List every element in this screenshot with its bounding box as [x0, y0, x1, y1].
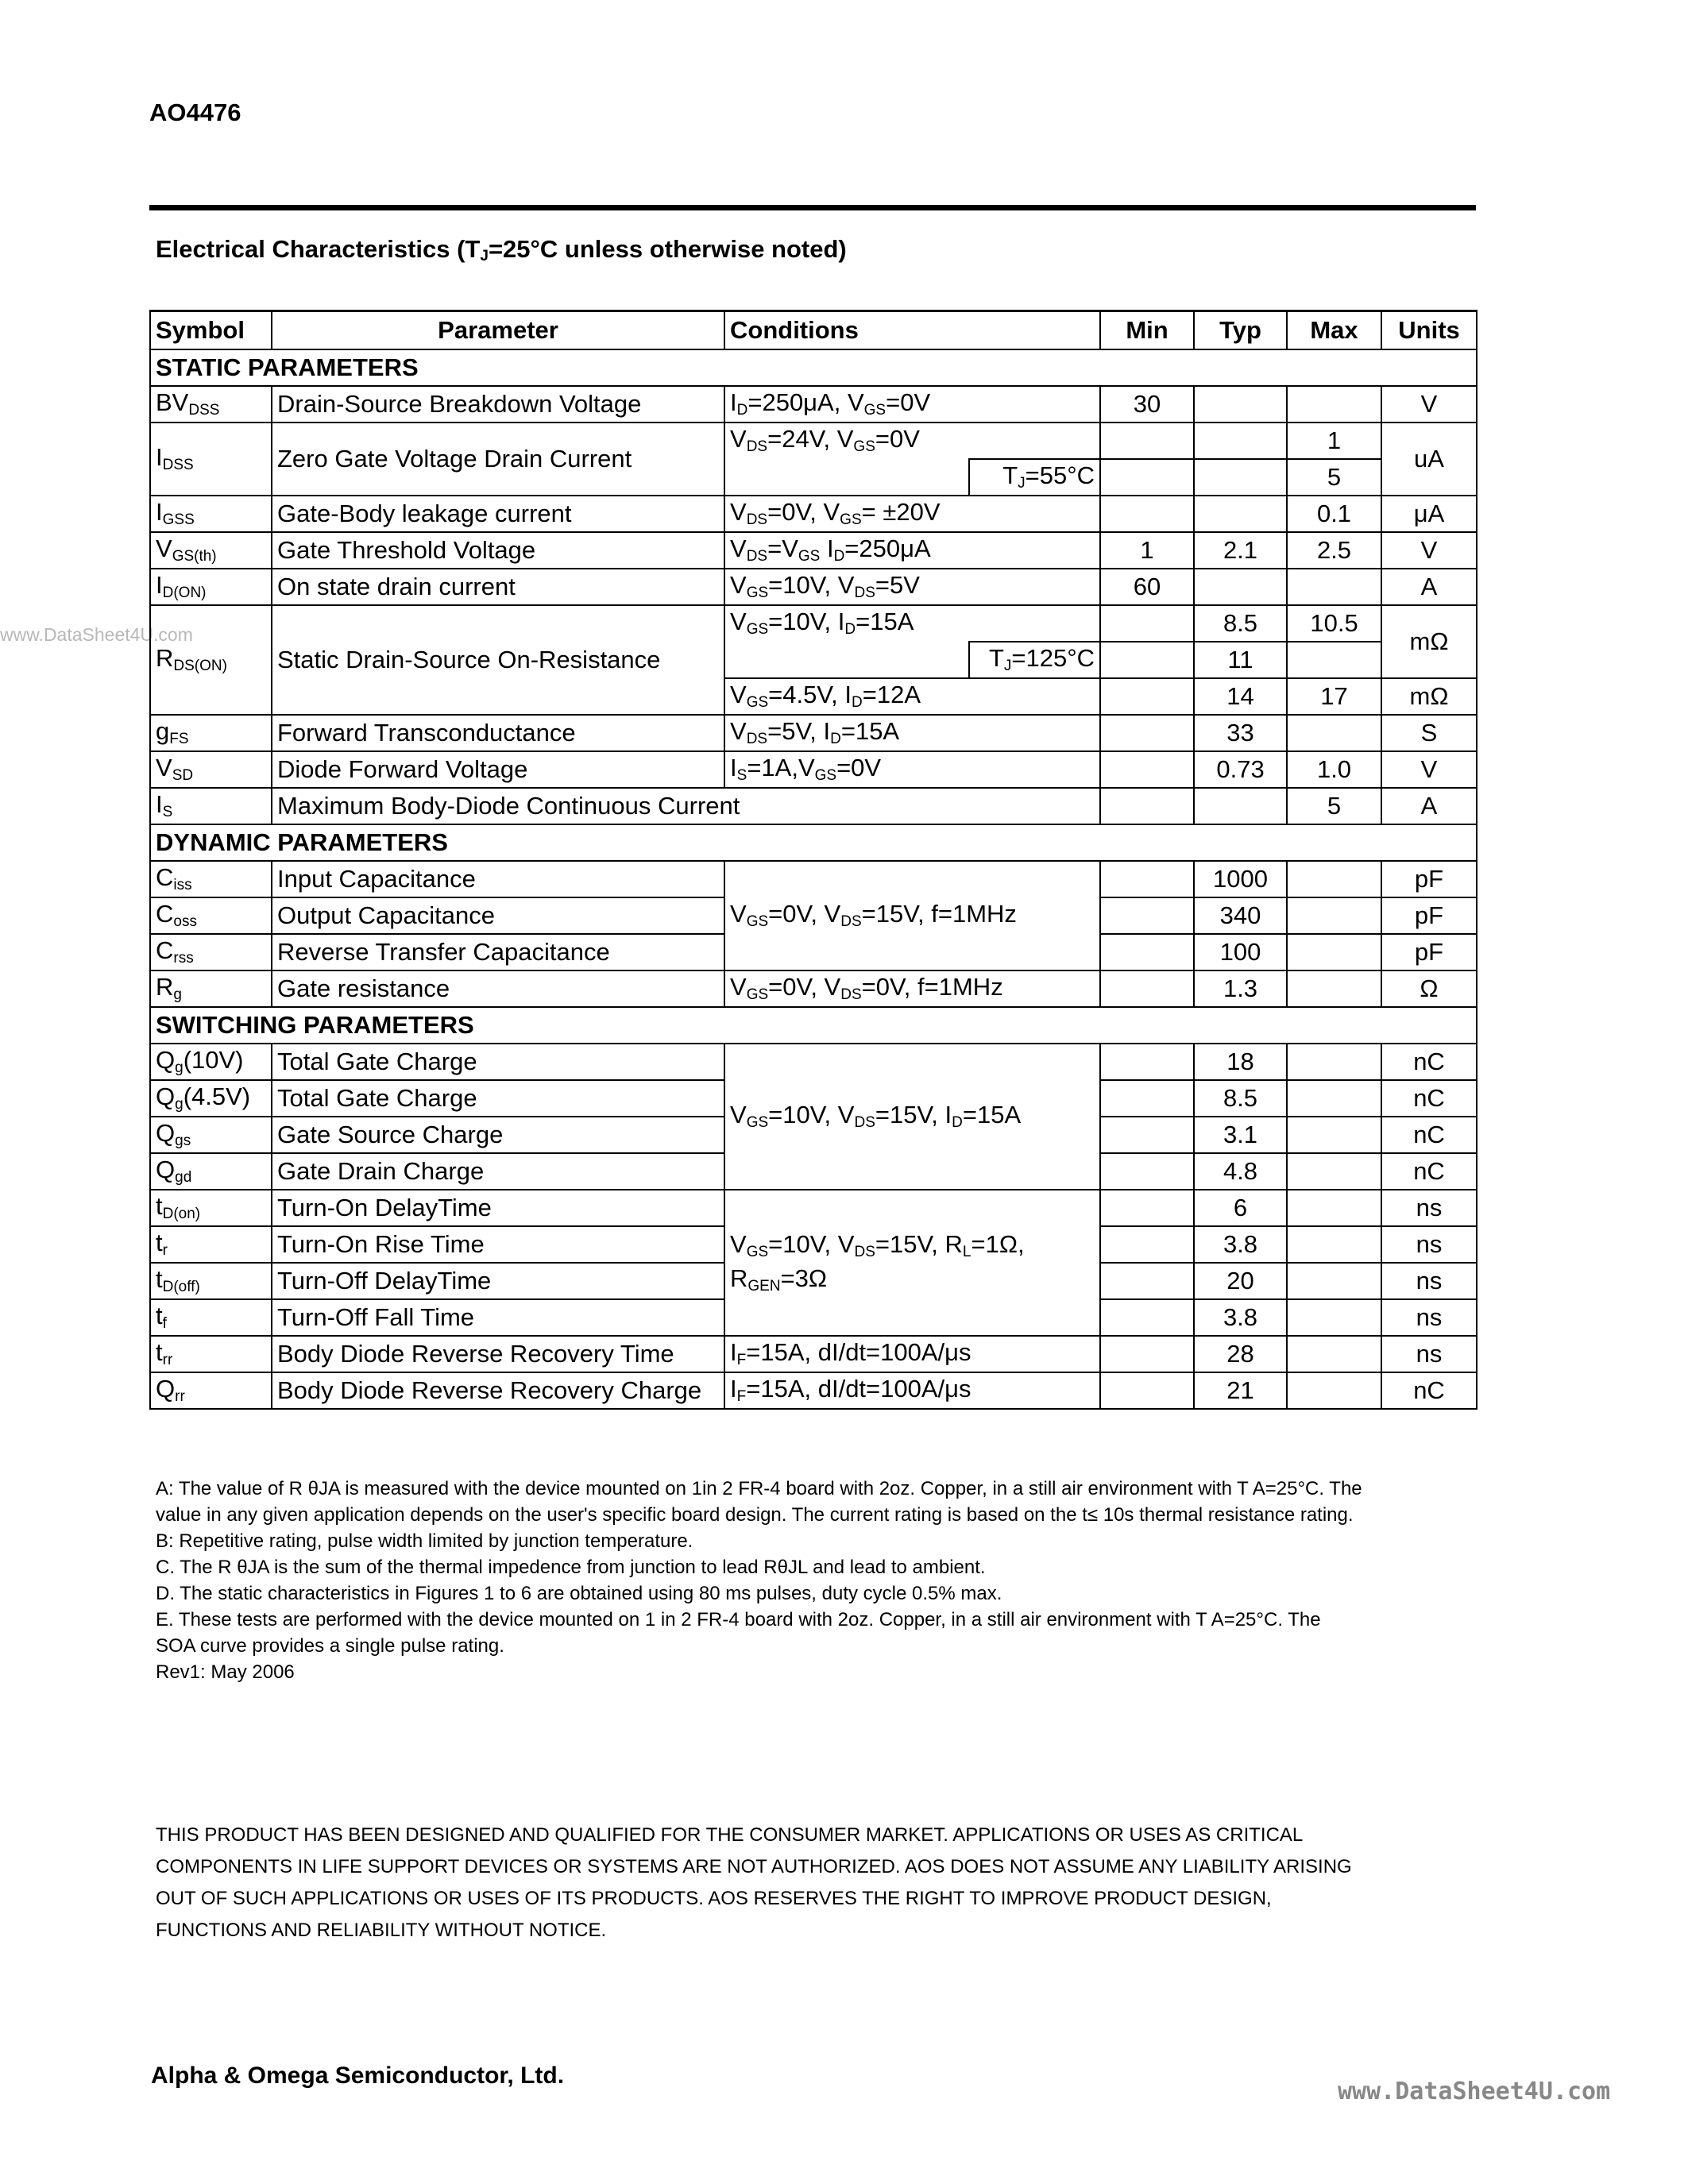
parameter: Diode Forward Voltage	[272, 751, 724, 788]
min	[1100, 1336, 1194, 1372]
max	[1287, 1190, 1381, 1226]
symbol: $R_g$	[150, 970, 272, 1007]
units: ns	[1381, 1226, 1477, 1263]
col-min: Min	[1100, 311, 1194, 350]
footnote-line: E. These tests are performed with the device mounted on 1 in 2 FR-4 board with 2oz. Copper, in a still air environment with T A=25°C. The	[156, 1609, 1321, 1630]
max: 1	[1287, 423, 1381, 459]
parameter: Maximum Body-Diode Continuous Current	[272, 788, 1100, 824]
footnote-line: C. The R θJA is the sum of the thermal impedence from junction to lead RθJL and lead to ambient.	[156, 1557, 986, 1578]
units: V	[1381, 532, 1477, 569]
min	[1100, 1299, 1194, 1336]
revision: Rev1: May 2006	[156, 1661, 295, 1683]
conditions: $V_{DS}=0V$, $V_{GS}= \pm 20V$	[724, 496, 1100, 532]
col-symbol: Symbol	[150, 311, 272, 350]
typ: 20	[1194, 1263, 1287, 1299]
symbol: $BV_{DSS}$	[150, 386, 272, 423]
symbol: $t_{D(off)}$	[150, 1263, 272, 1299]
table-row	[150, 788, 1477, 824]
max	[1287, 934, 1381, 970]
typ: 33	[1194, 715, 1287, 751]
parameter: Turn-On Rise Time	[272, 1226, 724, 1263]
company-name: Alpha & Omega Semiconductor, Ltd.	[151, 2062, 565, 2089]
symbol: $C_{iss}$	[150, 861, 272, 897]
table-row	[150, 1190, 1477, 1226]
conditions: $I_F=15A$, dI/dt=100A/μs	[724, 1336, 1100, 1372]
table-row	[150, 386, 1477, 423]
symbol: $Q_{gs}$	[150, 1117, 272, 1153]
conditions-tj: $T_J=55^\circ C$	[969, 459, 1100, 496]
conditions: $V_{GS}=10V$, $V_{DS}=5V$	[724, 569, 1100, 605]
max	[1287, 1299, 1381, 1336]
min	[1100, 1117, 1194, 1153]
symbol: $I_{D(ON)}$	[150, 569, 272, 605]
typ	[1194, 386, 1287, 423]
units: μA	[1381, 496, 1477, 532]
parameter: Turn-Off DelayTime	[272, 1263, 724, 1299]
min	[1100, 1044, 1194, 1080]
symbol: $Q_g(10V)$	[150, 1044, 272, 1080]
typ: 11	[1194, 642, 1287, 678]
symbol: $I_{GSS}$	[150, 496, 272, 532]
typ: 3.1	[1194, 1117, 1287, 1153]
min	[1100, 751, 1194, 788]
max	[1287, 1336, 1381, 1372]
table-title: Electrical Characteristics ($T_J=25^\circ C$ unless otherwise noted)	[156, 235, 847, 264]
min	[1100, 642, 1194, 678]
typ	[1194, 788, 1287, 824]
conditions: $V_{GS}=10V$, $V_{DS}=15V$, $I_D=15A$	[724, 1044, 1100, 1190]
units: Ω	[1381, 970, 1477, 1007]
parameter: Total Gate Charge	[272, 1080, 724, 1117]
parameter: Reverse Transfer Capacitance	[272, 934, 724, 970]
min	[1100, 970, 1194, 1007]
min: 1	[1100, 532, 1194, 569]
min	[1100, 861, 1194, 897]
max	[1287, 386, 1381, 423]
footnote-line: A: The value of R θJA is measured with the device mounted on 1in 2 FR-4 board with 2oz. Copper, in a still air environment with T A=25°C. The	[156, 1478, 1362, 1499]
parameter: Gate Threshold Voltage	[272, 532, 724, 569]
symbol: $Q_g(4.5V)$	[150, 1080, 272, 1117]
watermark-left: www.DataSheet4U.com	[0, 624, 193, 645]
parameter: Body Diode Reverse Recovery Time	[272, 1336, 724, 1372]
conditions: $V_{GS}=10V$, $V_{DS}=15V$, $R_L=1\Omega$, $R_{GEN}=3\Omega$	[724, 1190, 1100, 1336]
units: ns	[1381, 1299, 1477, 1336]
units: nC	[1381, 1044, 1477, 1080]
parameter: Turn-Off Fall Time	[272, 1299, 724, 1336]
symbol: $R_{DS(ON)}$	[150, 605, 272, 715]
typ: 14	[1194, 678, 1287, 715]
units: nC	[1381, 1117, 1477, 1153]
footnote-line: B: Repetitive rating, pulse width limited by junction temperature.	[156, 1530, 693, 1552]
conditions-tj: $T_J=125^\circ C$	[969, 642, 1100, 678]
parameter: Gate Source Charge	[272, 1117, 724, 1153]
typ	[1194, 569, 1287, 605]
footnote-line: value in any given application depends on the user's specific board design. The current rating is based on the t≤ 10s thermal resistance rating.	[156, 1504, 1354, 1526]
units: nC	[1381, 1153, 1477, 1190]
col-max: Max	[1287, 311, 1381, 350]
max	[1287, 861, 1381, 897]
min	[1100, 605, 1194, 642]
typ: 3.8	[1194, 1226, 1287, 1263]
units: nC	[1381, 1372, 1477, 1409]
typ: 0.73	[1194, 751, 1287, 788]
header-row	[150, 311, 1477, 350]
table-row	[150, 715, 1477, 751]
parameter: On state drain current	[272, 569, 724, 605]
typ: 1.3	[1194, 970, 1287, 1007]
units: pF	[1381, 934, 1477, 970]
typ: 4.8	[1194, 1153, 1287, 1190]
conditions: $V_{DS}=5V$, $I_D=15A$	[724, 715, 1100, 751]
units: mΩ	[1381, 678, 1477, 715]
max	[1287, 642, 1381, 678]
col-units: Units	[1381, 311, 1477, 350]
units: ns	[1381, 1190, 1477, 1226]
disclaimer-line: OUT OF SUCH APPLICATIONS OR USES OF ITS PRODUCTS. AOS RESERVES THE RIGHT TO IMPROVE PRODUCT DESIGN,	[156, 1888, 1272, 1909]
min	[1100, 934, 1194, 970]
min	[1100, 1153, 1194, 1190]
parameter: Drain-Source Breakdown Voltage	[272, 386, 724, 423]
typ: 21	[1194, 1372, 1287, 1409]
units: nC	[1381, 1080, 1477, 1117]
typ	[1194, 459, 1287, 496]
watermark-right: www.DataSheet4U.com	[1338, 2078, 1611, 2105]
typ: 28	[1194, 1336, 1287, 1372]
symbol: $Q_{rr}$	[150, 1372, 272, 1409]
max: 10.5	[1287, 605, 1381, 642]
typ: 2.1	[1194, 532, 1287, 569]
max	[1287, 1044, 1381, 1080]
units: ns	[1381, 1263, 1477, 1299]
symbol: $Q_{gd}$	[150, 1153, 272, 1190]
min	[1100, 1263, 1194, 1299]
section-static: STATIC PARAMETERS	[150, 349, 1477, 386]
units: V	[1381, 751, 1477, 788]
min: 30	[1100, 386, 1194, 423]
symbol: $t_r$	[150, 1226, 272, 1263]
units: pF	[1381, 897, 1477, 934]
col-conditions: Conditions	[724, 311, 1100, 350]
part-number: AO4476	[149, 98, 241, 126]
max	[1287, 1117, 1381, 1153]
parameter: Gate resistance	[272, 970, 724, 1007]
units: pF	[1381, 861, 1477, 897]
parameter: Static Drain-Source On-Resistance	[272, 605, 724, 715]
conditions: $V_{GS}=10V$, $I_D=15A$	[724, 605, 1100, 642]
symbol: $g_{FS}$	[150, 715, 272, 751]
typ: 100	[1194, 934, 1287, 970]
electrical-characteristics-table	[149, 310, 1477, 1410]
header-rule	[149, 205, 1476, 210]
conditions-spacer	[724, 642, 969, 678]
min	[1100, 1190, 1194, 1226]
max	[1287, 1263, 1381, 1299]
disclaimer-line: COMPONENTS IN LIFE SUPPORT DEVICES OR SYSTEMS ARE NOT AUTHORIZED. AOS DOES NOT ASSUME ANY LIABILITY ARISING	[156, 1856, 1352, 1877]
parameter: Zero Gate Voltage Drain Current	[272, 423, 724, 496]
table-row	[150, 532, 1477, 569]
symbol: $t_f$	[150, 1299, 272, 1336]
units: S	[1381, 715, 1477, 751]
section-switching: SWITCHING PARAMETERS	[150, 1007, 1477, 1044]
symbol: $I_{DSS}$	[150, 423, 272, 496]
parameter: Gate Drain Charge	[272, 1153, 724, 1190]
min	[1100, 423, 1194, 459]
max	[1287, 970, 1381, 1007]
footnote-line: SOA curve provides a single pulse rating.	[156, 1635, 504, 1657]
max	[1287, 1372, 1381, 1409]
table-row	[150, 751, 1477, 788]
table-row	[150, 970, 1477, 1007]
max	[1287, 897, 1381, 934]
table-row	[150, 423, 1477, 459]
table-row	[150, 605, 1477, 642]
min	[1100, 1226, 1194, 1263]
symbol: $C_{rss}$	[150, 934, 272, 970]
min	[1100, 715, 1194, 751]
table-row	[150, 569, 1477, 605]
min	[1100, 897, 1194, 934]
conditions: $V_{DS}=24V$, $V_{GS}=0V$	[724, 423, 1100, 459]
symbol: $V_{SD}$	[150, 751, 272, 788]
max	[1287, 1153, 1381, 1190]
conditions: $V_{GS}=0V$, $V_{DS}=15V$, f=1MHz	[724, 861, 1100, 970]
typ: 3.8	[1194, 1299, 1287, 1336]
units: uA	[1381, 423, 1477, 496]
table-row	[150, 496, 1477, 532]
conditions: $V_{DS}=V_{GS}$ $I_D=250\mu A$	[724, 532, 1100, 569]
typ: 8.5	[1194, 605, 1287, 642]
max: 0.1	[1287, 496, 1381, 532]
units: A	[1381, 788, 1477, 824]
conditions-spacer	[724, 459, 969, 496]
max: 2.5	[1287, 532, 1381, 569]
max: 5	[1287, 459, 1381, 496]
parameter: Input Capacitance	[272, 861, 724, 897]
units: V	[1381, 386, 1477, 423]
section-dynamic: DYNAMIC PARAMETERS	[150, 824, 1477, 861]
footnotes	[156, 1476, 1490, 1685]
min	[1100, 788, 1194, 824]
conditions: $V_{GS}=4.5V$, $I_D=12A$	[724, 678, 1100, 715]
typ	[1194, 423, 1287, 459]
typ: 18	[1194, 1044, 1287, 1080]
footnote-line: D. The static characteristics in Figures 1 to 6 are obtained using 80 ms pulses, duty cycle 0.5% max.	[156, 1583, 1002, 1604]
conditions: $I_D=250\mu A$, $V_{GS}=0V$	[724, 386, 1100, 423]
symbol: $V_{GS(th)}$	[150, 532, 272, 569]
table-row	[150, 1044, 1477, 1080]
max	[1287, 569, 1381, 605]
parameter: Turn-On DelayTime	[272, 1190, 724, 1226]
conditions: $I_S=1A,V_{GS}=0V$	[724, 751, 1100, 788]
parameter: Forward Transconductance	[272, 715, 724, 751]
symbol: $I_S$	[150, 788, 272, 824]
symbol: $t_{D(on)}$	[150, 1190, 272, 1226]
table-row	[150, 1372, 1477, 1409]
parameter: Total Gate Charge	[272, 1044, 724, 1080]
col-typ: Typ	[1194, 311, 1287, 350]
table-row	[150, 1336, 1477, 1372]
symbol: $t_{rr}$	[150, 1336, 272, 1372]
parameter: Output Capacitance	[272, 897, 724, 934]
max	[1287, 1080, 1381, 1117]
units: A	[1381, 569, 1477, 605]
min: 60	[1100, 569, 1194, 605]
max: 1.0	[1287, 751, 1381, 788]
disclaimer-line: THIS PRODUCT HAS BEEN DESIGNED AND QUALIFIED FOR THE CONSUMER MARKET. APPLICATIONS OR USES AS CRITICAL	[156, 1824, 1304, 1846]
parameter: Body Diode Reverse Recovery Charge	[272, 1372, 724, 1409]
conditions: $V_{GS}=0V$, $V_{DS}=0V$, f=1MHz	[724, 970, 1100, 1007]
min	[1100, 1372, 1194, 1409]
conditions: $I_F=15A$, dI/dt=100A/μs	[724, 1372, 1100, 1409]
units: mΩ	[1381, 605, 1477, 678]
typ: 6	[1194, 1190, 1287, 1226]
max	[1287, 715, 1381, 751]
min	[1100, 1080, 1194, 1117]
table-row	[150, 861, 1477, 897]
max: 17	[1287, 678, 1381, 715]
disclaimer-line: FUNCTIONS AND RELIABILITY WITHOUT NOTICE.	[156, 1920, 607, 1941]
min	[1100, 496, 1194, 532]
typ: 1000	[1194, 861, 1287, 897]
symbol: $C_{oss}$	[150, 897, 272, 934]
units: ns	[1381, 1336, 1477, 1372]
max: 5	[1287, 788, 1381, 824]
disclaimer	[156, 1819, 1506, 1947]
min	[1100, 459, 1194, 496]
parameter: Gate-Body leakage current	[272, 496, 724, 532]
typ: 340	[1194, 897, 1287, 934]
typ	[1194, 496, 1287, 532]
typ: 8.5	[1194, 1080, 1287, 1117]
max	[1287, 1226, 1381, 1263]
col-parameter: Parameter	[272, 311, 724, 350]
min	[1100, 678, 1194, 715]
